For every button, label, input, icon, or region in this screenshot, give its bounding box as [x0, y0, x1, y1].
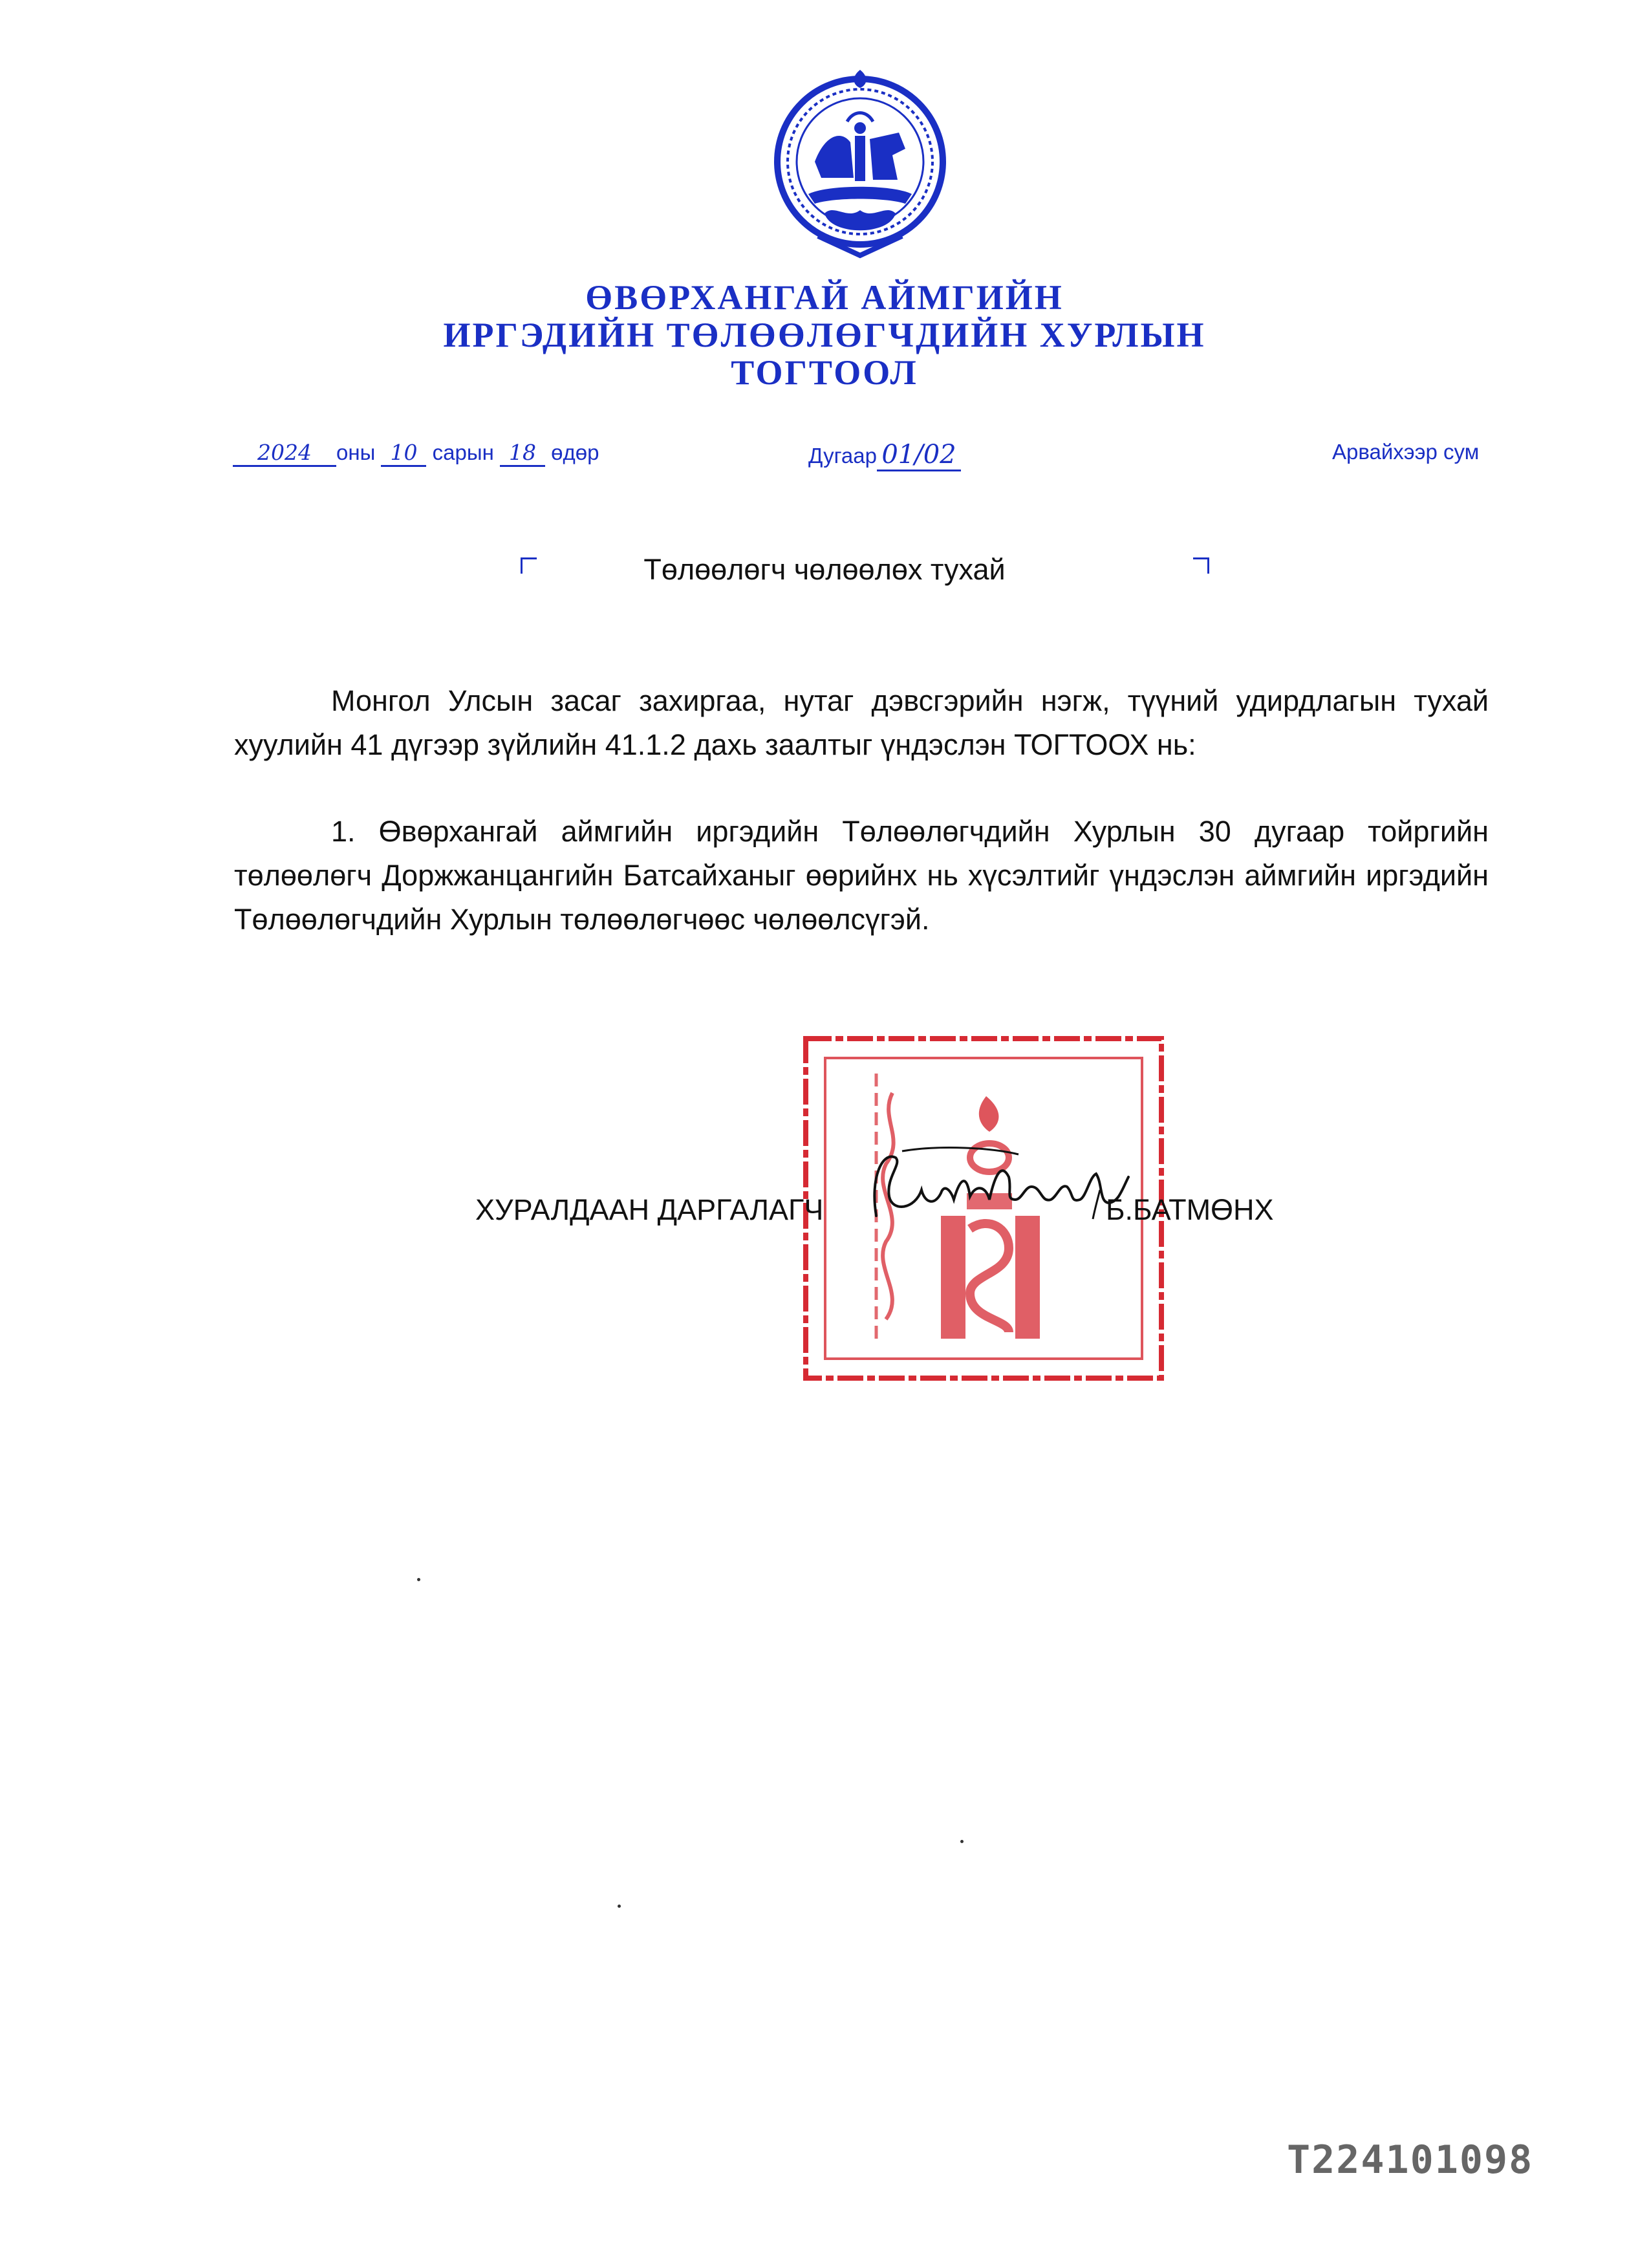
document-number	[808, 440, 961, 471]
date-month-suffix: сарын	[432, 440, 494, 464]
date-month: 10	[381, 440, 426, 467]
header-line-1: ӨВӨРХАНГАЙ АЙМГИЙН	[585, 278, 1064, 317]
number-label: Дугаар	[808, 444, 877, 468]
header-line-3: ТОГТООЛ	[731, 353, 918, 392]
state-emblem-icon	[770, 65, 951, 259]
date-line	[233, 440, 599, 467]
scan-speck	[960, 1840, 964, 1843]
date-year: 2024	[233, 440, 336, 467]
date-day: 18	[500, 440, 545, 467]
signatory-name: Б.БАТМӨНХ	[1106, 1193, 1274, 1226]
handwritten-signature	[863, 1138, 1135, 1235]
header-line-2: ИРГЭДИЙН ТӨЛӨӨЛӨГЧДИЙН ХУРЛЫН	[443, 316, 1206, 354]
signatory-title: ХУРАЛДААН ДАРГАЛАГЧ	[475, 1193, 824, 1226]
body-item-1: 1. Өвөрхангай аймгийн иргэдийн Төлөөлөгчдийн Хурлын 30 дугаар тойргийн төлөөлөгч Доржжанцангийн Батсайханыг өөрийнх нь хүсэлтийг үндэслэн аймгийн иргэдийн Төлөөлөгчдийн Хурлын төлөөлөгчөөс чөлөөлсүгэй.	[234, 815, 1489, 936]
scan-speck	[417, 1578, 420, 1581]
date-day-suffix: өдөр	[551, 440, 599, 464]
scan-speck	[618, 1905, 621, 1908]
date-year-suffix: оны	[336, 440, 376, 464]
document-code: T224101098	[1287, 2137, 1534, 2183]
number-value: 01/02	[877, 440, 961, 471]
subject-title: Төлөөлөгч чөлөөлөх тухай	[643, 553, 1006, 586]
place: Арвайхээр сум	[1332, 440, 1480, 464]
body-preamble: Монгол Улсын засаг захиргаа, нутаг дэвсгэрийн нэгж, түүний удирдлагын тухай хуулийн 41 дүгээр зүйлийн 41.1.2 дахь заалтыг үндэслэн ТОГТООХ нь:	[234, 684, 1489, 761]
